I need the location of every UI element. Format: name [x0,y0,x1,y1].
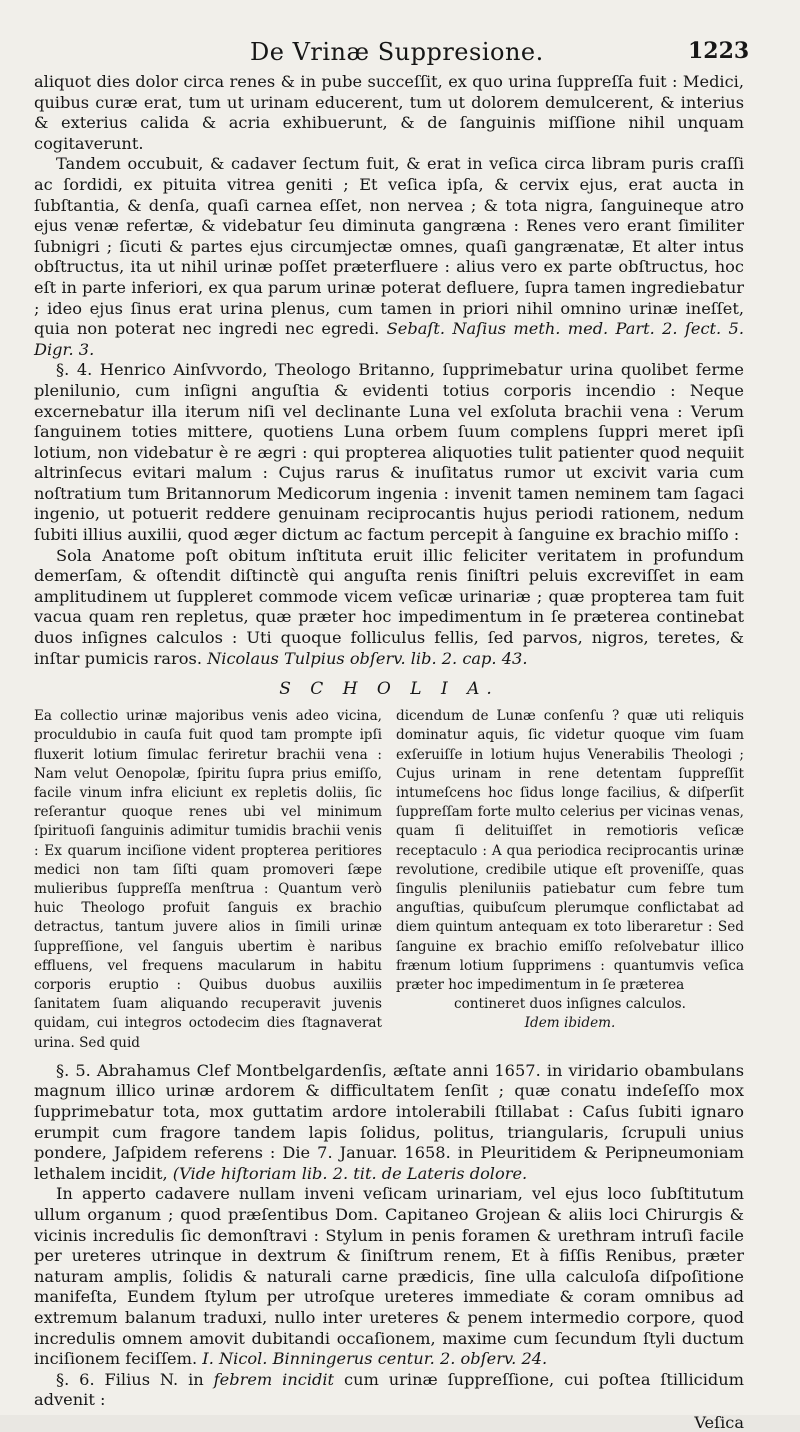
catchword: Veſica [694,1412,744,1432]
paragraph-cadaver-text: In apperto cadavere nullam inveni veſicam urinariam, vel ejus loco ſubſtitutum ullum organum ; quod præſentibus Dom. Capitaneo Grojean & aliis loci Chirurgis & vicinis incredulis ſic demonſtravi : Stylum in penis foramen & urethram intruſi facile per ureteres utrinque in dextrum & ſiniſtrum renem, Et à fiſſis Renibus, præter naturam amplis, ſolidis & naturali carne prædicis, ſine ulla calculoſa diſpoſitione manifeſta, Eundem ſtylum per utroſque ureteres immediate & coram omnibus ad extremum balanum traduxi, nullo inter ureteres & penem intermedio corpore, quod incredulis omnem amovit dubitandi occaſionem, maxime cum ſecundum ſtyli ductum inciſionem feciſſem. [34,1184,744,1369]
running-title: De Vrinæ Suppresione. [250,38,544,66]
scholia-right-end: contineret duos inſignes calculos. [454,996,686,1013]
scholia-right-citation: Idem ibidem. [524,1015,616,1032]
paragraph-1: aliquot dies dolor circa renes & in pube succeſſit, ex quo urina ſuppreſſa fuit : Medici, quibus curæ erat, tum ut urinam educerent, tum ut dolorem demulcerent, & interius & exterius calida & acria exhibuerunt, & de ſanguinis miſſione nihil unquam cogitaverunt. [34,72,744,153]
scholia-left-column [34,707,382,1053]
paragraph-section-6-c: cum urinæ ſuppreſſione, cui poſtea ſtillicidum advenit : [34,1369,745,1410]
scholia-heading: S C H O L I A. [279,679,499,700]
page-number: 1223 [688,38,750,64]
paragraph-section-4: §. 4. Henrico Ainſvvordo, Theologo Britanno, ſupprimebatur urina quolibet ferme plenilunio, cum inſigni anguſtia & evidenti totius corporis incendio : Neque excernebatur illa iterum niſi vel declinante Luna vel exſoluta brachii vena : Verum ſanguinem toties mittere, quotiens Luna orbem ſuum complens ſuppri meret ipſi lotium, non videbatur è re ægri : qui propterea aliquoties tulit patienter quod nequiit altrinſecus evitari malum : Cujus rarus & inuſitatus rumor ut excivit varia cum noſtratium tum Britannorum Medicorum ingenia : invenit tamen neminem tam ſagaci ingenio, ut potuerit reddere genuinam reciprocantis hujus periodi rationem, nedum ſubiti illius auxilii, quod æger dictum ac factum percepit à ſanguine ex brachio miſſo : [34,360,744,545]
scholia-columns [34,707,744,1053]
paragraph-2-text: Tandem occubuit, & cadaver ſectum fuit, & erat in veſica circa libram puris craſſi ac ſordidi, ex pituita vitrea geniti ; Et veſica ipſa, & cervix ejus, erat aucta in ſubſtantia, & denſa, quaſi carnea eſſet, non nervea ; & tota nigra, ſanguineque atro ejus venæ refertæ, & videbatur ſeu diminuta gangræna : Renes vero erant ſimiliter ſubnigri ; ſicuti & partes ejus circumjectæ omnes, quaſi gangrænatæ, Et alter intus obſtructus, ita ut nihil urinæ poſſet præterfluere : alius vero ex parte obſtructus, hoc eſt in parte inferiori, ex qua parum urinæ poterat defluere, ſupra tamen ingrediebatur ; ideo ejus ſinus erat urina plenus, cum tamen in priori nihil omnino urinæ ineſſet, quia non poterat nec ingredi nec egredi. [34,154,744,339]
paragraph-section-6-a: §. 6. Filius N. in [56,1369,204,1389]
citation-vide: (Vide hiſtoriam lib. 2. tit. de Lateris dolore. [172,1163,528,1183]
scholia-left-text: Ea collectio urinæ majoribus venis adeo vicina, proculdubio in cauſa fuit quod tam prompte ipſi fluxerit lotium ſimulac feriretur brachii vena : Nam velut Oenopolæ, ſpiritu ſupra prius emiſſo, facile vinum infra eliciunt ex repletis doliis, ſic reſerantur quoque renes ubi vel minimum ſpirituoſi ſanguinis adimitur tumidis brachii venis : Ex quarum inciſione vident propterea peritiores medici non tam ſiſti quam promoveri ſæpe mulieribus ſuppreſſa menſtrua : Quantum verò huic Theologo profuit ſanguis ex brachio detractus, tantum juvere alios in ſimili urinæ ſuppreſſione, vel ſanguis ubertim è naribus effluens, vel frequens macularum in habitu corporis eruptio : Quibus duobus auxiliis ſanitatem ſuam aliquando recuperavit juvenis quidam, cui integros octodecim dies ſtagnaverat urina. Sed quid [34,708,382,1051]
paragraph-anatome [34,546,744,670]
paragraph-section-6-b: febrem incidit [213,1369,335,1389]
paragraph-cadaver [34,1184,744,1369]
paragraph-anatome-text: Sola Anatome poſt obitum inſtituta eruit illic feliciter veritatem in profundum demerſam, & oſtendit diſtinctè qui anguſta renis ſiniſtri peluis excreviſſet in eam amplitudinem ut ſuppleret commode vicem veſicæ urinariæ ; quæ propterea tam fuit vacua quam ren repletus, quæ præter hoc impedimentum in ſe præterea continebat duos inſignes calculos : Uti quoque folliculus fellis, ſed parvos, nigros, teretes, & inſtar pumicis raros. [34,545,744,668]
citation-nasius: Sebaſt. Naſius meth. med. Part. 2. ſect. 5. Digr. 3. [34,319,744,359]
citation-tulpius: Nicolaus Tulpius obſerv. lib. 2. cap. 43. [207,648,528,668]
citation-binninger: I. Nicol. Binningerus centur. 2. obſerv. 24. [202,1349,548,1369]
paragraph-section-6 [34,1370,744,1411]
page-header [0,30,800,70]
scholia-right-column [396,707,744,1053]
paragraph-2 [34,154,744,360]
paragraph-section-5 [34,1061,744,1185]
page-body [34,72,744,1432]
paragraph-section-5-text: §. 5. Abrahamus Clef Montbelgardenſis, æſtate anni 1657. in viridario obambulans magnum illico urinæ ardorem & difficultatem ſenſit ; quæ conatu indeſeſſo mox ſupprimebatur tota, mox guttatim ardore intolerabili ſtillabat : Caſus ſubiti ignaro erumpit cum fragore tandem lapis ſolidus, politus, triangularis, ſcrupuli unius pondere, Jaſpidem referens : Die 7. Januar. 1658. in Pleuritidem & Peripneumoniam lethalem incidit, [34,1060,744,1183]
scholia-right-text: dicendum de Lunæ conſenſu ? quæ uti reliquis dominatur aquis, ſic videtur quoque vim ſuam exſeruiſſe in lotium hujus Venerabilis Theologi ; Cujus urinam in rene detentam ſuppreſſit intumeſcens hoc ſidus longe facilius, & diſperſit ſuppreſſam forte multo celerius per vicinas venas, quam ſi delituiſſet in remotioris veſicæ receptaculo : A qua periodica reciprocantis urinæ revolutione, credibile utique eſt proveniſſe, quas ſingulis pleniluniis patiebatur cum febre tum anguſtias, quibuſcum plerumque conflictabat ad diem quintum antequam ex toto liberaretur : Sed ſanguine ex brachio emiſſo reſolvebatur illico frænum lotium ſupprimens : quantumvis veſica præter hoc impedimentum in ſe præterea [396,708,744,994]
